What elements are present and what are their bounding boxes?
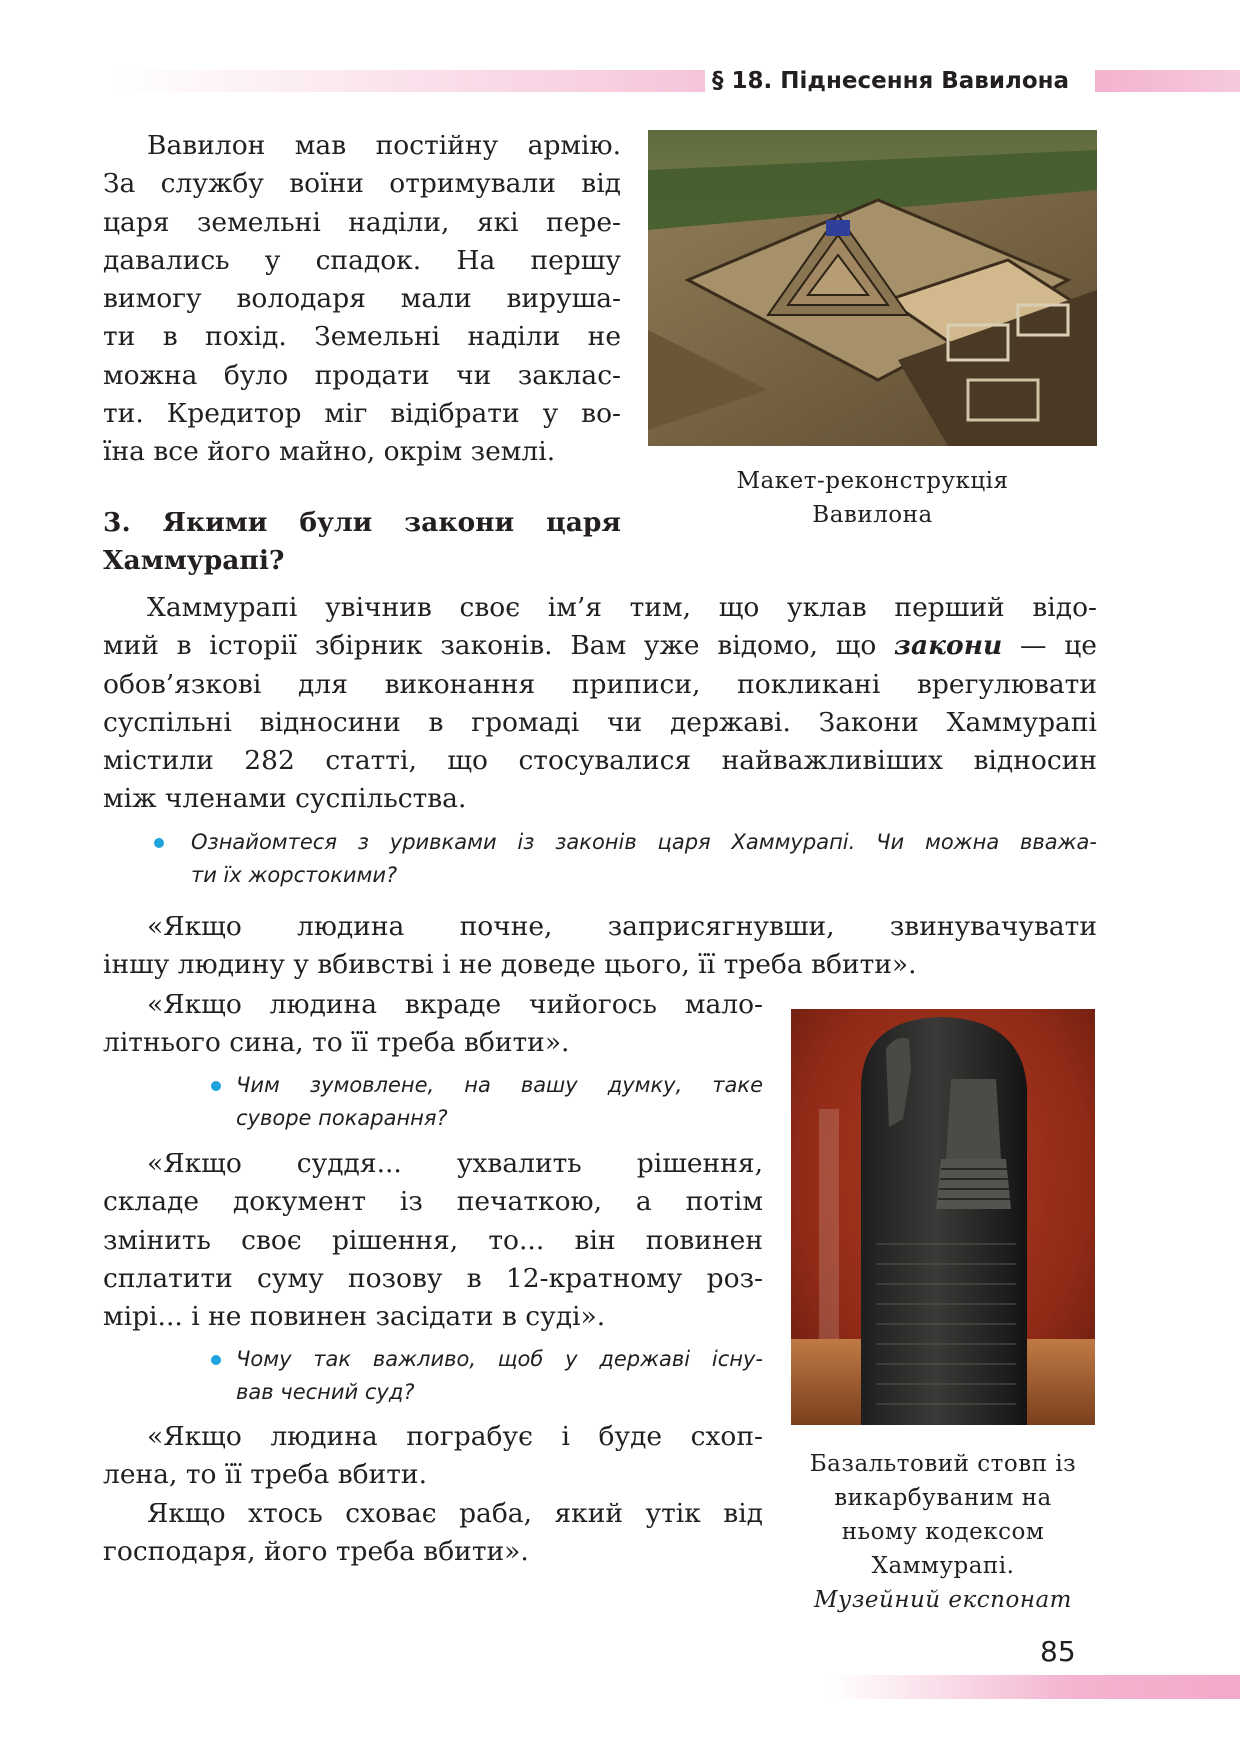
question-fair-court: [236, 1343, 763, 1409]
bullet-icon: [211, 1355, 221, 1365]
heading-line: Хаммурапі?: [103, 545, 285, 576]
header-band-left: [110, 70, 705, 92]
question-cruelty: [191, 826, 1097, 892]
caption-line: Вавилона: [812, 502, 933, 528]
quote-line: іншу людину у вбивстві і не доведе цього, її треба вбити».: [103, 949, 917, 981]
quote-line: «Якщо людина пограбує і буде схоп-: [147, 1421, 763, 1452]
header-band-right: [1095, 70, 1240, 92]
question-line: Ознайомтеся з уривками із законів царя Хаммурапі. Чи можна вважа-: [191, 830, 1097, 854]
law-quote-kidnapping: [103, 986, 763, 1063]
quote-line: Якщо хтось сховає раба, який утік від: [147, 1497, 763, 1529]
quote-line: лена, то її треба вбити.: [103, 1459, 428, 1491]
caption-line: Базальтовий стовп із: [809, 1451, 1077, 1477]
quote-line: «Якщо людина почне, заприсягнувши, звинувачувати: [147, 911, 1097, 942]
quote-line: господаря, його треба вбити».: [103, 1535, 529, 1567]
quote-line: змінить своє рішення, то... він повинен: [103, 1224, 763, 1256]
text-line: їна все його майно, окрім землі.: [103, 436, 556, 468]
text-line: вимогу володаря мали вируша-: [103, 283, 621, 315]
quote-line: сплатити суму позову в 12-кратному роз-: [103, 1262, 763, 1294]
term-laws: закони: [894, 630, 1003, 662]
quote-line: мірі... і не повинен засідати в суді».: [103, 1301, 606, 1333]
caption-line: ньому кодексом: [841, 1519, 1045, 1545]
law-quote-accusation: [103, 908, 1097, 985]
text-fragment: мий в історії збірник законів. Вам уже відомо, що: [103, 630, 895, 662]
bullet-icon: [211, 1081, 221, 1091]
law-quote-robbery: [103, 1418, 763, 1571]
question-punishment: [236, 1069, 763, 1135]
text-line: За службу воїни отримували від: [103, 168, 621, 200]
question-line: ти їх жорстокими?: [191, 863, 398, 887]
figure-caption-babylon: [648, 464, 1097, 532]
quote-line: «Якщо людина вкраде чийогось мало-: [147, 989, 763, 1020]
paragraph-army: [103, 127, 621, 472]
law-quote-judge: [103, 1145, 763, 1336]
babylon-model-image: [648, 130, 1097, 446]
bullet-icon: [154, 838, 164, 848]
quote-line: «Якщо суддя... ухвалить рішення,: [147, 1148, 763, 1179]
page-number: 85: [1040, 1635, 1076, 1668]
question-line: суворе покарання?: [236, 1106, 448, 1130]
paragraph-laws: [103, 589, 1097, 819]
figure-caption-stele: [770, 1447, 1116, 1617]
text-line: ти в похід. Земельні наділи не: [103, 321, 621, 353]
text-line: [103, 627, 1097, 665]
text-line: ти. Кредитор міг відібрати у во-: [103, 398, 621, 430]
text-line: Хаммурапі увічнив своє ім’я тим, що уклав перший відо-: [147, 592, 1097, 623]
text-line: суспільні відносини в громаді чи державі. Закони Хаммурапі: [103, 706, 1097, 738]
text-line: Вавилон мав постійну армію.: [147, 130, 621, 161]
babylon-model-illustration: [648, 130, 1097, 446]
running-header-title: § 18. Піднесення Вавилона: [712, 68, 1070, 94]
text-line: містили 282 статті, що стосувалися найважливіших відносин: [103, 745, 1097, 777]
footer-band: [830, 1675, 1240, 1699]
caption-line: Хаммурапі.: [871, 1553, 1015, 1579]
heading-line: 3. Якими були закони царя: [103, 507, 621, 538]
text-line: можна було продати чи заклас-: [103, 359, 621, 391]
quote-line: складе документ із печаткою, а потім: [103, 1186, 763, 1218]
text-line: обов’язкові для виконання приписи, покликані врегулювати: [103, 668, 1097, 700]
section-heading: [103, 504, 621, 580]
hammurabi-stele-image: [791, 1009, 1095, 1425]
text-line: між членами суспільства.: [103, 783, 467, 815]
question-line: Чим зумовлене, на вашу думку, таке: [236, 1073, 763, 1097]
text-fragment: — це: [1002, 630, 1097, 662]
text-line: давались у спадок. На першу: [103, 244, 621, 276]
caption-line: викарбуваним на: [834, 1485, 1052, 1511]
caption-line-italic: Музейний експонат: [813, 1587, 1072, 1613]
quote-line: літнього сина, то її треба вбити».: [103, 1027, 570, 1059]
question-line: Чому так важливо, щоб у державі існу-: [236, 1347, 763, 1371]
caption-line: Макет-реконструкція: [736, 468, 1009, 494]
question-line: вав чесний суд?: [236, 1380, 415, 1404]
text-line: царя земельні наділи, які пере-: [103, 206, 621, 238]
stele-illustration: [791, 1009, 1095, 1425]
